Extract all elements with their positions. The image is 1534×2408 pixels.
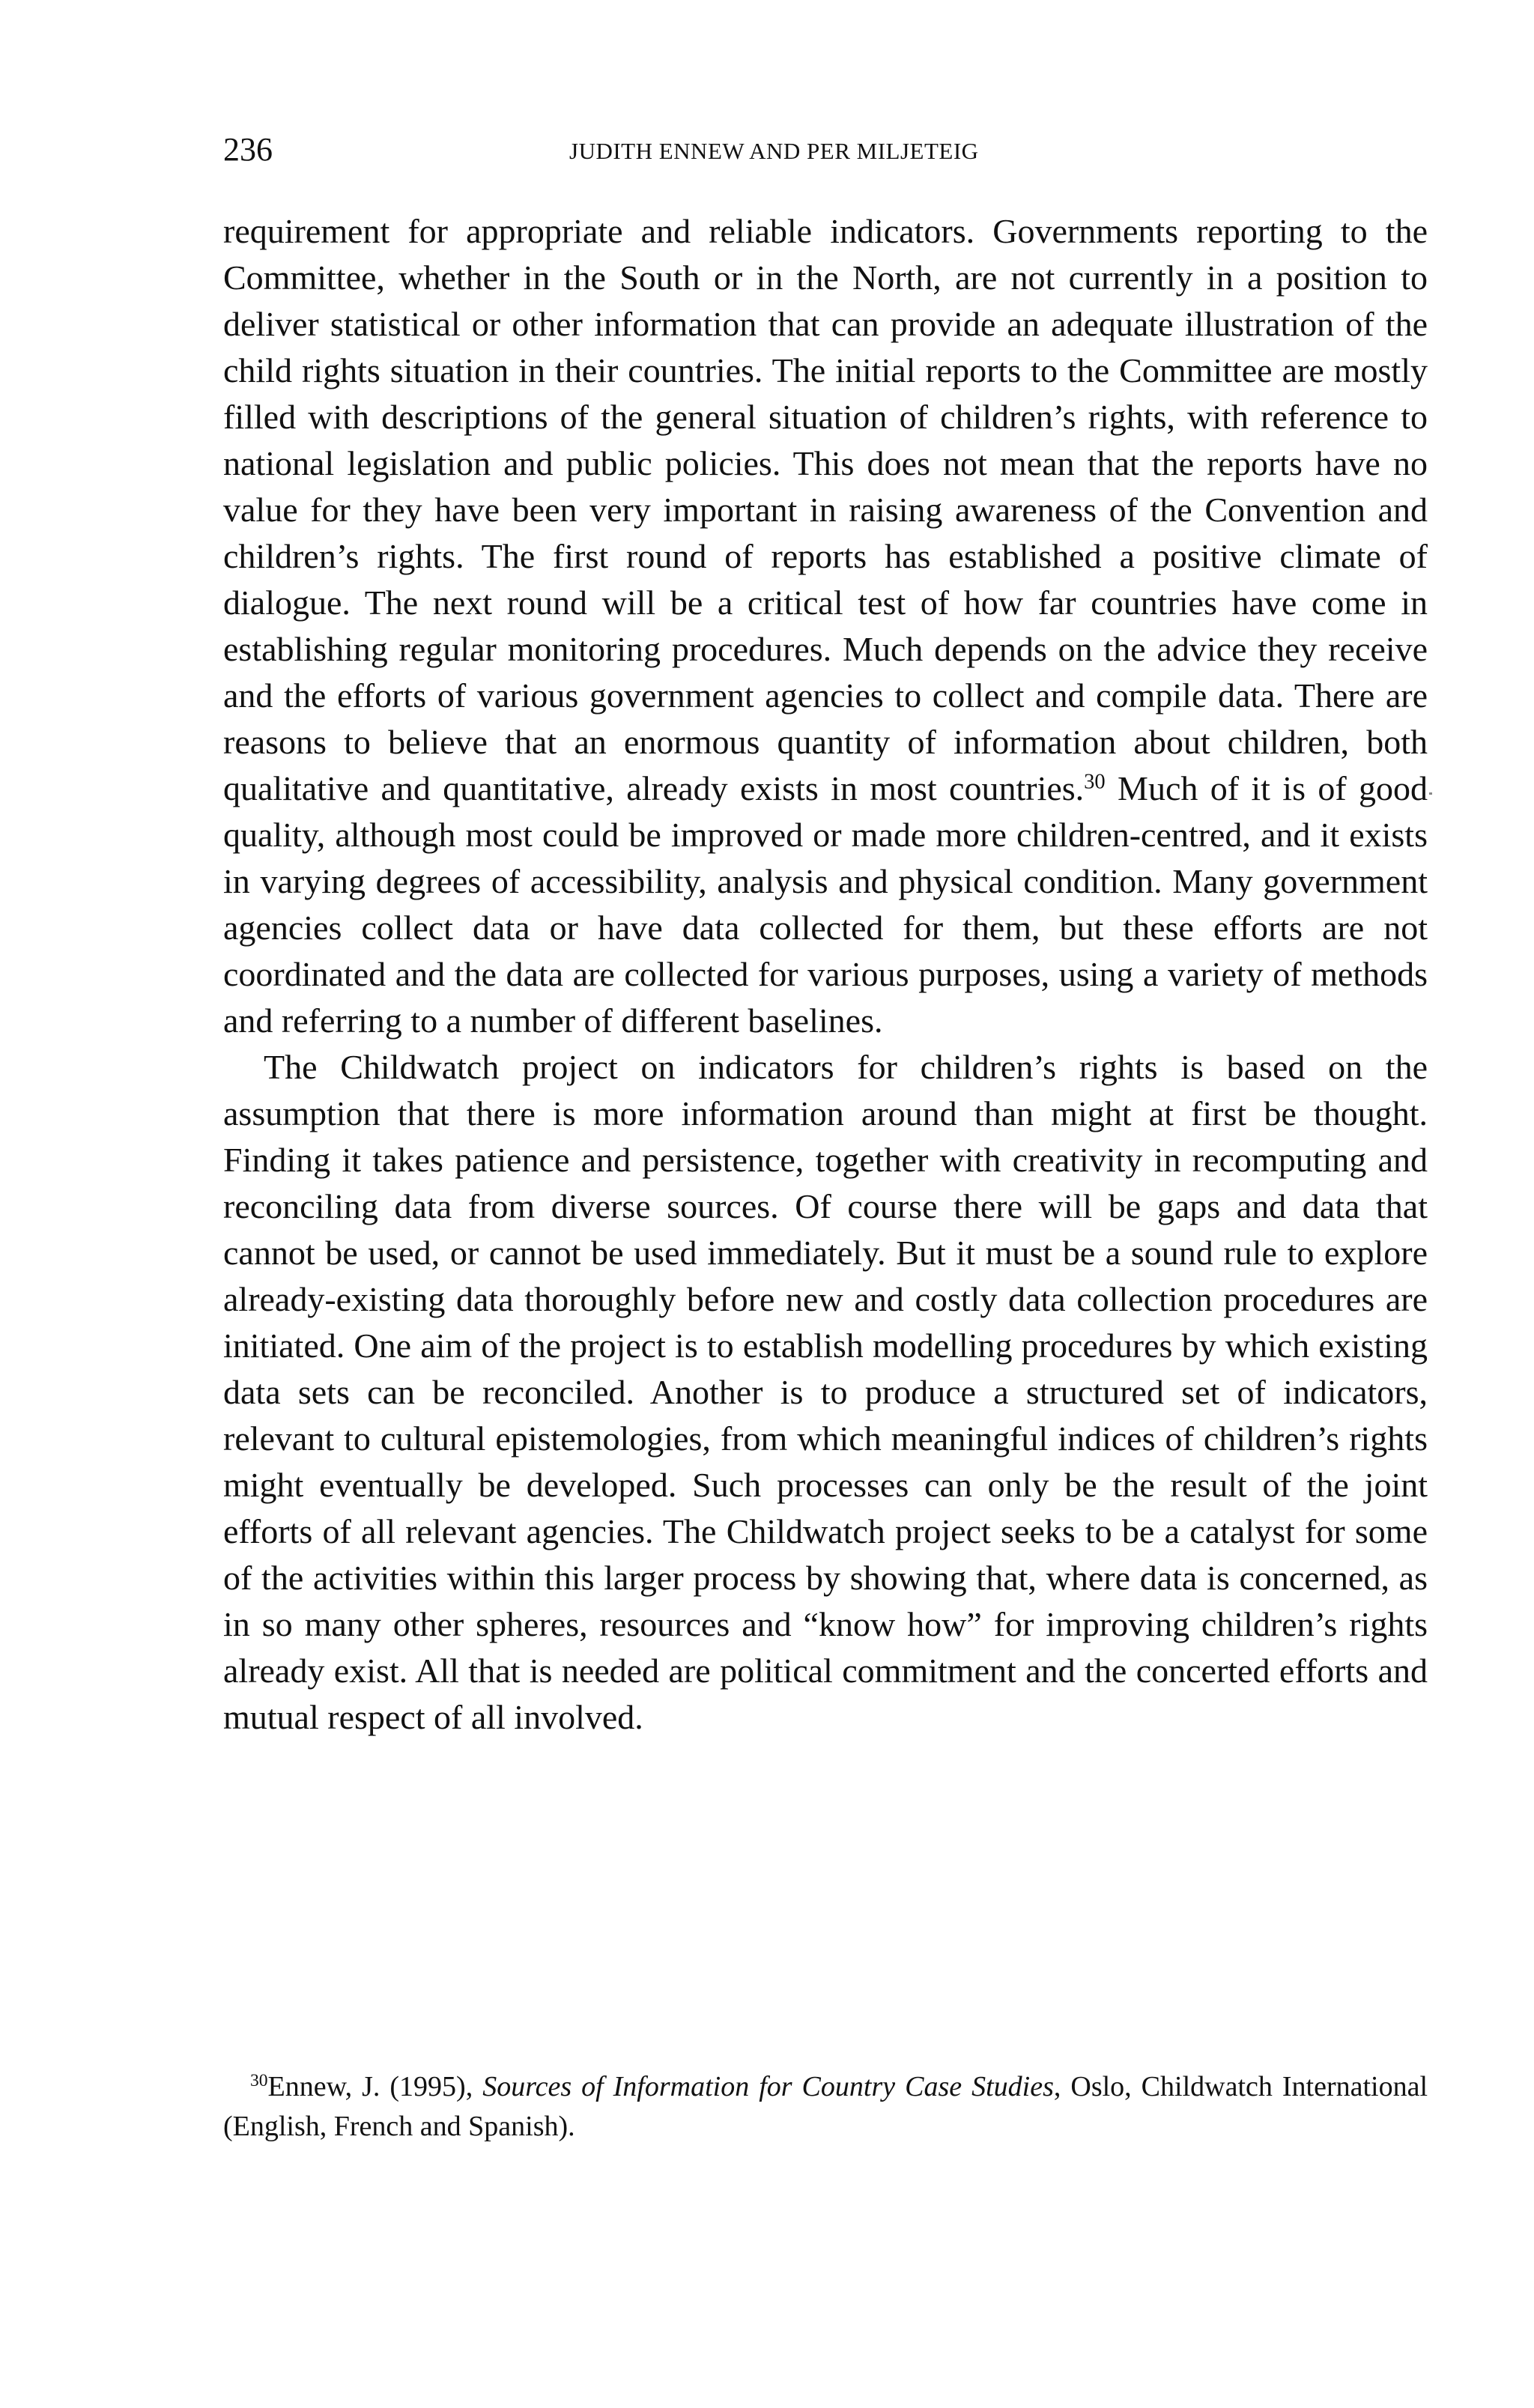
margin-speck [1429, 792, 1432, 795]
footnote-text-after-title: , Oslo, Childwatch International (English, French and Spanish). [223, 2071, 1428, 2142]
footnote-text-before-title: Ennew, J. (1995), [267, 2071, 483, 2102]
paragraph-1-text-b: Much of it is of good quality, although most could be improved or made more children-centred, and it exists in varying degrees of accessibility, analysis and physical condition. Many government agencies collect data or have data collected for them, but these efforts are not coordinated and the data are collected for various purposes, using a variety of methods and referring to a number of different baselines. [223, 769, 1428, 1040]
paragraph-1 [223, 208, 1428, 1044]
page-number: 236 [223, 131, 273, 168]
footnote [223, 2067, 1428, 2147]
footnote-reference[interactable]: 30 [1084, 770, 1106, 794]
paragraph-2: The Childwatch project on indicators for children’s rights is based on the assumption that there is more information around than might at first be thought. Finding it takes patience and persistence, together with creativity in recomputing and reconciling data from diverse sources. Of course there will be gaps and data that cannot be used, or cannot be used immediately. But it must be a sound rule to explore already-existing data thoroughly before new and costly data collection procedures are initiated. One aim of the project is to establish modelling procedures by which existing data sets can be reconciled. Another is to produce a structured set of indicators, relevant to cultural epistemologies, from which meaningful indices of children’s rights might eventually be developed. Such processes can only be the result of the joint efforts of all relevant agencies. The Childwatch project seeks to be a catalyst for some of the activities within this larger process by showing that, where data is concerned, as in so many other spheres, resources and “know how” for improving children’s rights already exist. All that is needed are political commitment and the concerted efforts and mutual respect of all involved. [223, 1048, 1428, 1736]
footnote-30 [223, 2067, 1428, 2147]
footnote-cited-title: Sources of Information for Country Case Studies [482, 2071, 1054, 2102]
footnote-number: 30 [250, 2071, 268, 2091]
running-head: JUDITH ENNEW AND PER MILJETEIG [569, 138, 979, 164]
page-header [223, 127, 1437, 172]
body-text [223, 208, 1428, 1741]
paragraph-1-text-a: requirement for appropriate and reliable indicators. Governments reporting to the Committee, whether in the South or in the North, are not currently in a position to deliver statistical or other information that can provide an adequate illustration of the child rights situation in their countries. The initial reports to the Committee are mostly filled with descriptions of the general situation of children’s rights, with reference to national legislation and public policies. This does not mean that the reports have no value for they have been very important in raising awareness of the Convention and children’s rights. The first round of reports has established a positive climate of dialogue. The next round will be a critical test of how far countries have come in establishing regular monitoring procedures. Much depends on the advice they receive and the efforts of various government agencies to collect and compile data. There are reasons to believe that an enormous quantity of information about children, both qualitative and quantitative, already exists in most countries. [223, 212, 1428, 807]
